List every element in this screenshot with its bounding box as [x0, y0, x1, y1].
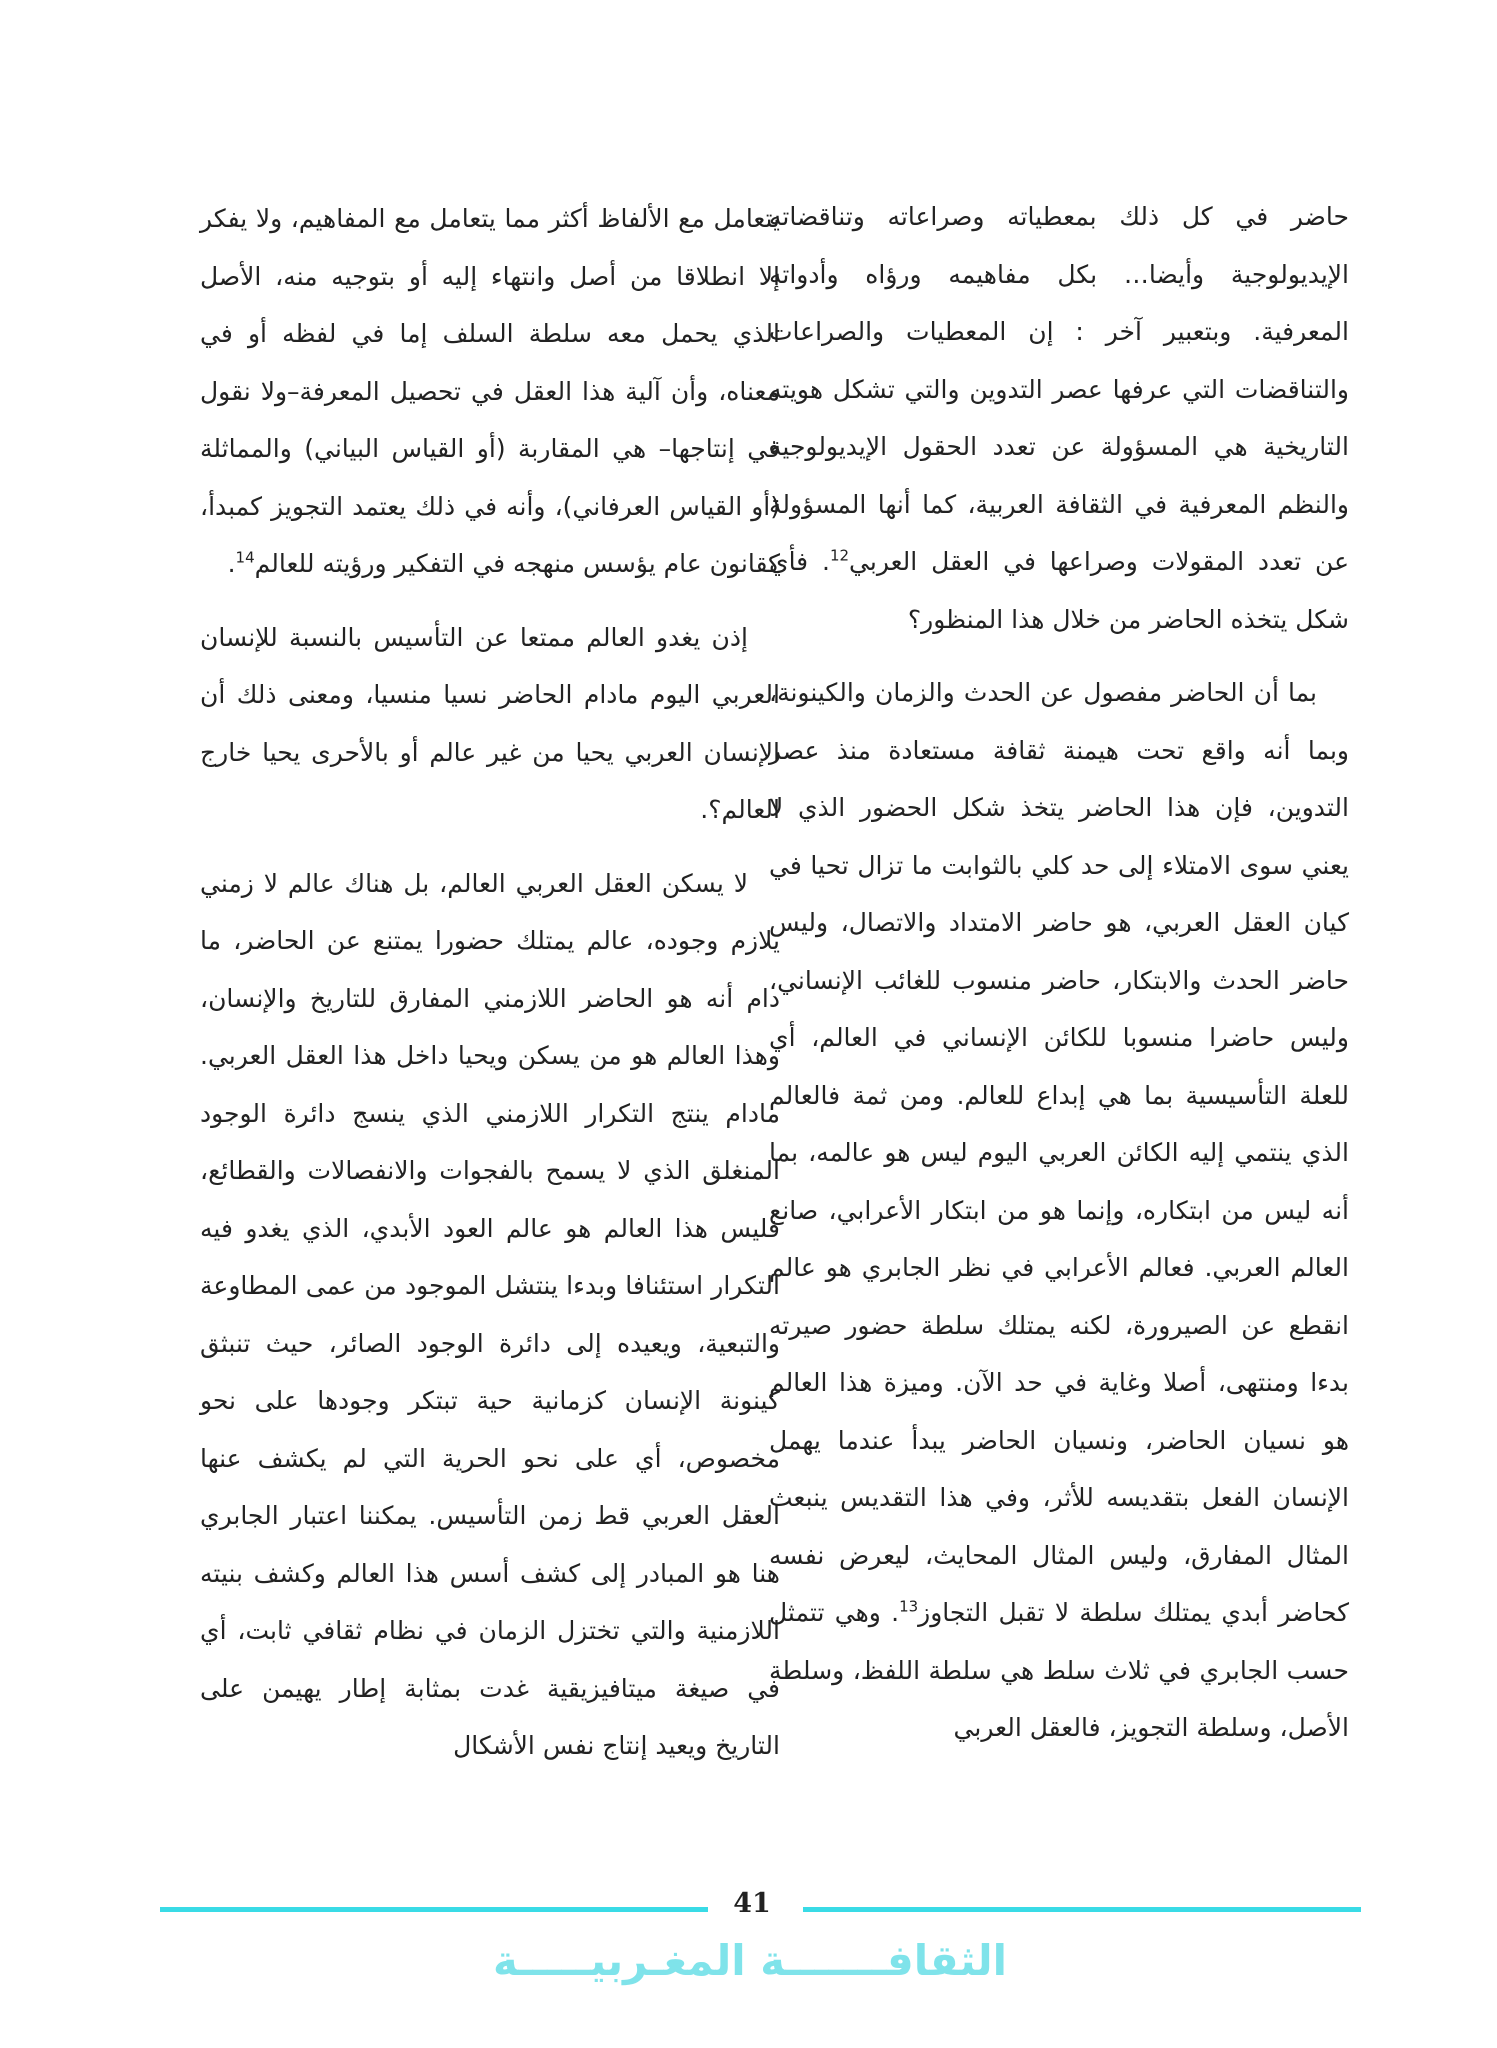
footer-divider-right [803, 1907, 1361, 1912]
paragraph-text: بما أن الحاضر مفصول عن الحدث والزمان والكينونة، وبما أنه واقع تحت هيمنة ثقافة مستعادة منذ عصر التدوين، فإن هذا الحاضر يتخذ شكل الحضور الذي لا يعني سوى الامتلاء إلى حد كلي بالثوابت ما تزال تحيا في كيان العقل العربي، هو حاضر الامتداد والاتصال، وليس حاضر الحدث والابتكار، حاضر منسوب للغائب الإنساني، وليس حاضرا منسوبا للكائن الإنساني في العالم، أي للعلة التأسيسية بما هي إبداع للعالم. ومن ثمة فالعالم الذي ينتمي إليه الكائن العربي اليوم ليس هو عالمه، بما أنه ليس من ابتكاره، وإنما هو من ابتكار الأعرابي، صانع العالم العربي. فعالم الأعرابي في نظر الجابري هو عالم انقطع عن الصيرورة، لكنه يمتلك سلطة حضور صيرته بدءا ومنتهى، أصلا وغاية في حد الآن. وميزة هذا العالم هو نسيان الحاضر، ونسيان الحاضر يبدأ عندما يهمل الإنسان الفعل بتقديسه للأثر، وفي هذا التقديس ينبعث المثال المفارق، وليس المثال المحايث، ليعرض نفسه كحاضر أبدي يمتلك سلطة لا تقبل التجاوز [769, 678, 1349, 1627]
paragraph-text: حاضر في كل ذلك بمعطياته وصراعاته وتناقضاته الإيديولوجية وأيضا… بكل مفاهيمه ورؤاه وأدواته المعرفية. وبتعبير آخر : إن المعطيات والصراعات والتناقضات التي عرفها عصر التدوين والتي تشكل هويته التاريخية هي المسؤولة عن تعدد الحقول الإيديولوجية والنظم المعرفية في الثقافة العربية، كما أنها المسؤولة عن تعدد المقولات وصراعها في العقل العربي [769, 202, 1350, 576]
paragraph-text: . وهي تتمثل حسب الجابري في ثلاث سلط هي سلطة اللفظ، وسلطة الأصل، وسلطة التجويز، فالعقل العربي [769, 1598, 1349, 1742]
paragraph: لا يسكن العقل العربي العالم، بل هناك عالم لا زمني يلازم وجوده، عالم يمتلك حضورا يمتنع عن الحاضر، ما دام أنه هو الحاضر اللازمني المفارق للتاريخ والإنسان، وهذا العالم هو من يسكن ويحيا داخل هذا العقل العربي. مادام ينتج التكرار اللازمني الذي ينسج دائرة الوجود المنغلق الذي لا يسمح بالفجوات والانفصالات والقطائع، فليس هذا العالم هو عالم العود الأبدي، الذي يغدو فيه التكرار استئنافا وبدءا ينتشل الموجود من عمى المطاوعة والتبعية، ويعيده إلى دائرة الوجود الصائر، حيث تنبثق كينونة الإنسان كزمانية حية تبتكر وجودها على نحو مخصوص، أي على نحو الحرية التي لم يكشف عنها العقل العربي قط زمن التأسيس. يمكننا اعتبار الجابري هنا هو المبادر إلى كشف أسس هذا العالم وكشف بنيته اللازمنية والتي تختزل الزمان في نظام ثقافي ثابت، أي في صيغة ميتافيزيقية غدت بمثابة إطار يهيمن على التاريخ ويعيد إنتاج نفس الأشكال [200, 868, 780, 1760]
paragraph [769, 188, 1349, 648]
paragraph-text: . فأي شكل يتخذه الحاضر من خلال هذا المنظور؟ [769, 547, 1349, 634]
paragraph-text: . [227, 549, 236, 578]
paragraph: إذن يغدو العالم ممتعا عن التأسيس بالنسبة للإنسان العربي اليوم مادام الحاضر نسيا منسيا، ومعنى ذلك أن الإنسان العربي يحيا من غير عالم أو بالأحرى يحيا خارج العالم؟. [200, 622, 780, 824]
left-text-column [200, 190, 780, 1775]
paragraph [200, 190, 780, 593]
paragraph [769, 664, 1349, 1757]
footnote-ref[interactable]: 14 [235, 548, 255, 567]
right-text-column [769, 188, 1349, 1757]
paragraph-text: يتعامل مع الألفاظ أكثر مما يتعامل مع المفاهيم، ولا يفكر إلا انطلاقا من أصل وانتهاء إليه أو بتوجيه منه، الأصل الذي يحمل معه سلطة السلف إما في لفظه أو في معناه، وأن آلية هذا العقل في تحصيل المعرفة–ولا نقول في إنتاجها– هي المقاربة (أو القياس البياني) والمماثلة (أو القياس العرفاني)، وأنه في ذلك يعتمد التجويز كمبدأ، كقانون عام يؤسس منهجه في التفكير ورؤيته للعالم [200, 204, 780, 578]
footnote-ref[interactable]: 13 [899, 1597, 919, 1616]
footer-divider-left [160, 1907, 708, 1912]
magazine-title: الثقافـــــــة المغـربيـــــة [492, 1936, 1008, 1985]
page-number: 41 [733, 1888, 771, 1919]
footnote-ref[interactable]: 12 [829, 546, 850, 565]
